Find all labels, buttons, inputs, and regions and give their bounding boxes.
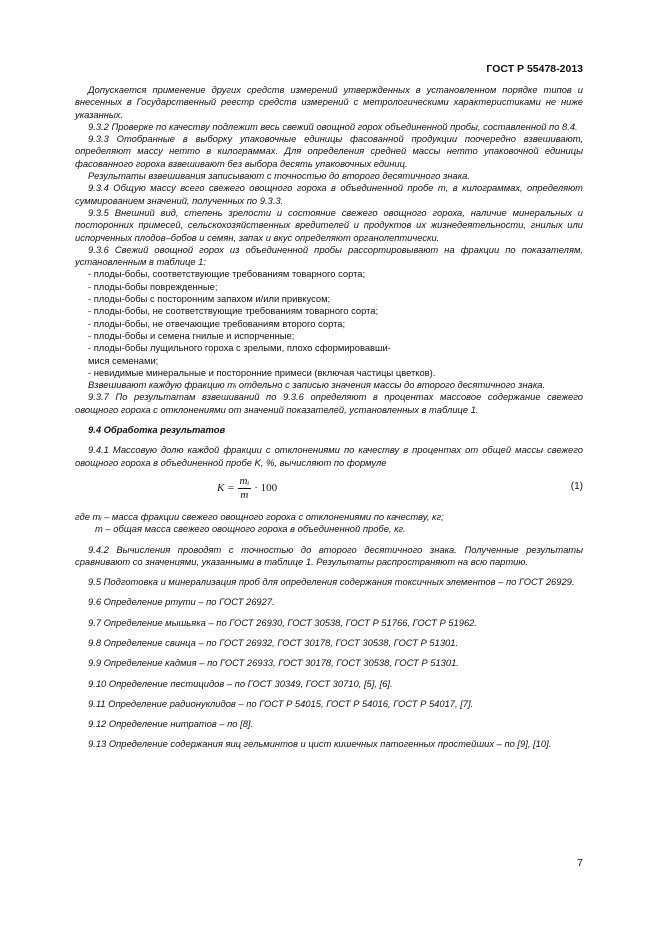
paragraph: 9.4.1 Массовую долю каждой фракции с отклонениями по качеству в процентах от общей массы свежего овощного гороха в объединенной пробе K, %, вычисляют по формуле [75, 444, 583, 468]
paragraph: 9.11 Определение радионуклидов – по ГОСТ Р 54015, ГОСТ Р 54016, ГОСТ Р 54017, [7]. [88, 697, 474, 709]
page-number: 7 [577, 857, 583, 869]
paragraph: 9.4.2 Вычисления проводят с точностью до второго десятичного знака. Полученные результаты сравнивают со значениями, указанными в таблице 1. Результаты распространяют на всю партию. [75, 543, 583, 567]
document-body [75, 84, 583, 751]
list-item: - невидимые минеральные и посторонние примеси (включая частицы цветков). [88, 366, 436, 378]
formula-legend-line: m – общая масса свежего овощного гороха в объединенной пробе, кг. [95, 523, 406, 535]
list-item: - плоды-бобы, соответствующие требованиям товарного сорта; [88, 268, 366, 280]
paragraph: 9.3.7 По результатам взвешиваний по 9.3.6 определяют в процентах массовое содержание свежего овощного гороха с отклонениями от значений показателей, установленных в таблице 1. [75, 391, 583, 415]
paragraph: Допускается применение других средств измерений утвержденных в установленном порядке типов и внесенных в Государственный реестр средств измерений с метрологическими характеристиками не ниже указанных. [75, 84, 583, 120]
paragraph: Результаты взвешивания записывают с точностью до второго десятичного знака. [88, 170, 470, 182]
paragraph: 9.6 Определение ртути – по ГОСТ 26927. [88, 596, 275, 608]
formula-lhs: K = [217, 482, 235, 495]
paragraph: 9.12 Определение нитратов – по [8]. [88, 718, 254, 730]
formula-fraction [238, 475, 252, 502]
formula-legend-line: где mᵢ – масса фракции свежего овощного гороха с отклонениями по качеству, кг; [75, 510, 444, 522]
list-item: - плоды-бобы, не отвечающие требованиям второго сорта; [88, 317, 346, 329]
paragraph: 9.3.6 Свежий овощной горох из объединенной пробы рассортировывают на фракции по показателям, установленным в таблице 1: [75, 243, 583, 268]
formula-denominator: m [240, 488, 249, 501]
list-item: - плоды-бобы, не соответствующие требованиям товарного сорта; [88, 305, 379, 317]
paragraph: 9.13 Определение содержания яиц гельминтов и цист кишечных патогенных простейших – по [9], [10]. [88, 738, 552, 750]
list-item: - плоды-бобы лущильного гороха с зрелыми, плохо сформировавши- [88, 342, 391, 354]
formula-block [75, 473, 583, 505]
paragraph: 9.3.2 Проверке по качеству подлежит весь свежий овощной горох объединенной пробы, составленной по 8.4. [88, 120, 578, 132]
equation-number: (1) [570, 480, 583, 492]
list-item-continuation: мися семенами; [88, 354, 159, 366]
paragraph: 9.3.3 Отобранные в выборку упаковочные единицы фасованной продукции поочередно взвешивают, определяют массу нетто в килограммах. Для определения средней массы нетто упаковочной единицы фасованного гороха взвешивают без выбора десять упаковочных единиц. [75, 133, 583, 169]
paragraph: 9.9 Определение кадмия – по ГОСТ 26933, ГОСТ 30178, ГОСТ 30538, ГОСТ Р 51301. [88, 657, 459, 669]
paragraph: 9.8 Определение свинца – по ГОСТ 26932, ГОСТ 30178, ГОСТ 30538, ГОСТ Р 51301. [88, 636, 459, 648]
list-item: - плоды-бобы с посторонним запахом и/или привкусом; [88, 293, 331, 305]
paragraph: 9.7 Определение мышьяка – по ГОСТ 26930, ГОСТ 30538, ГОСТ Р 51766, ГОСТ Р 51962. [88, 616, 477, 628]
formula-numerator: mᵢ [239, 474, 250, 487]
formula-rhs: · 100 [254, 482, 278, 495]
section-heading: 9.4 Обработка результатов [88, 424, 226, 436]
list-item: - плоды-бобы и семена гнилые и испорченные; [88, 329, 295, 341]
document-number: ГОСТ Р 55478-2013 [486, 63, 583, 75]
paragraph: 9.3.4 Общую массу всего свежего овощного гороха в объединенной пробе m, в килограммах, определяют суммированием значений, полученных по 9.3.3. [75, 182, 583, 206]
paragraph: 9.5 Подготовка и минерализация проб для определения содержания токсичных элементов – по ГОСТ 26929. [88, 576, 575, 588]
paragraph: Взвешивают каждую фракцию mᵢ отдельно с записью значения массы до второго десятичного знака. [88, 379, 546, 391]
list-item: - плоды-бобы поврежденные; [88, 280, 218, 292]
paragraph: 9.3.5 Внешний вид, степень зрелости и состояние свежего овощного гороха, наличие минеральных и посторонних примесей, сельскохозяйственных вредителей и продуктов их жизнедеятельности, гнилых или испорченных плодов–бобов и семян, запах и вкус определяют органолептически. [75, 206, 583, 243]
paragraph: 9.10 Определение пестицидов – по ГОСТ 30349, ГОСТ 30710, [5], [6]. [88, 677, 393, 689]
formula-expression [217, 475, 277, 502]
